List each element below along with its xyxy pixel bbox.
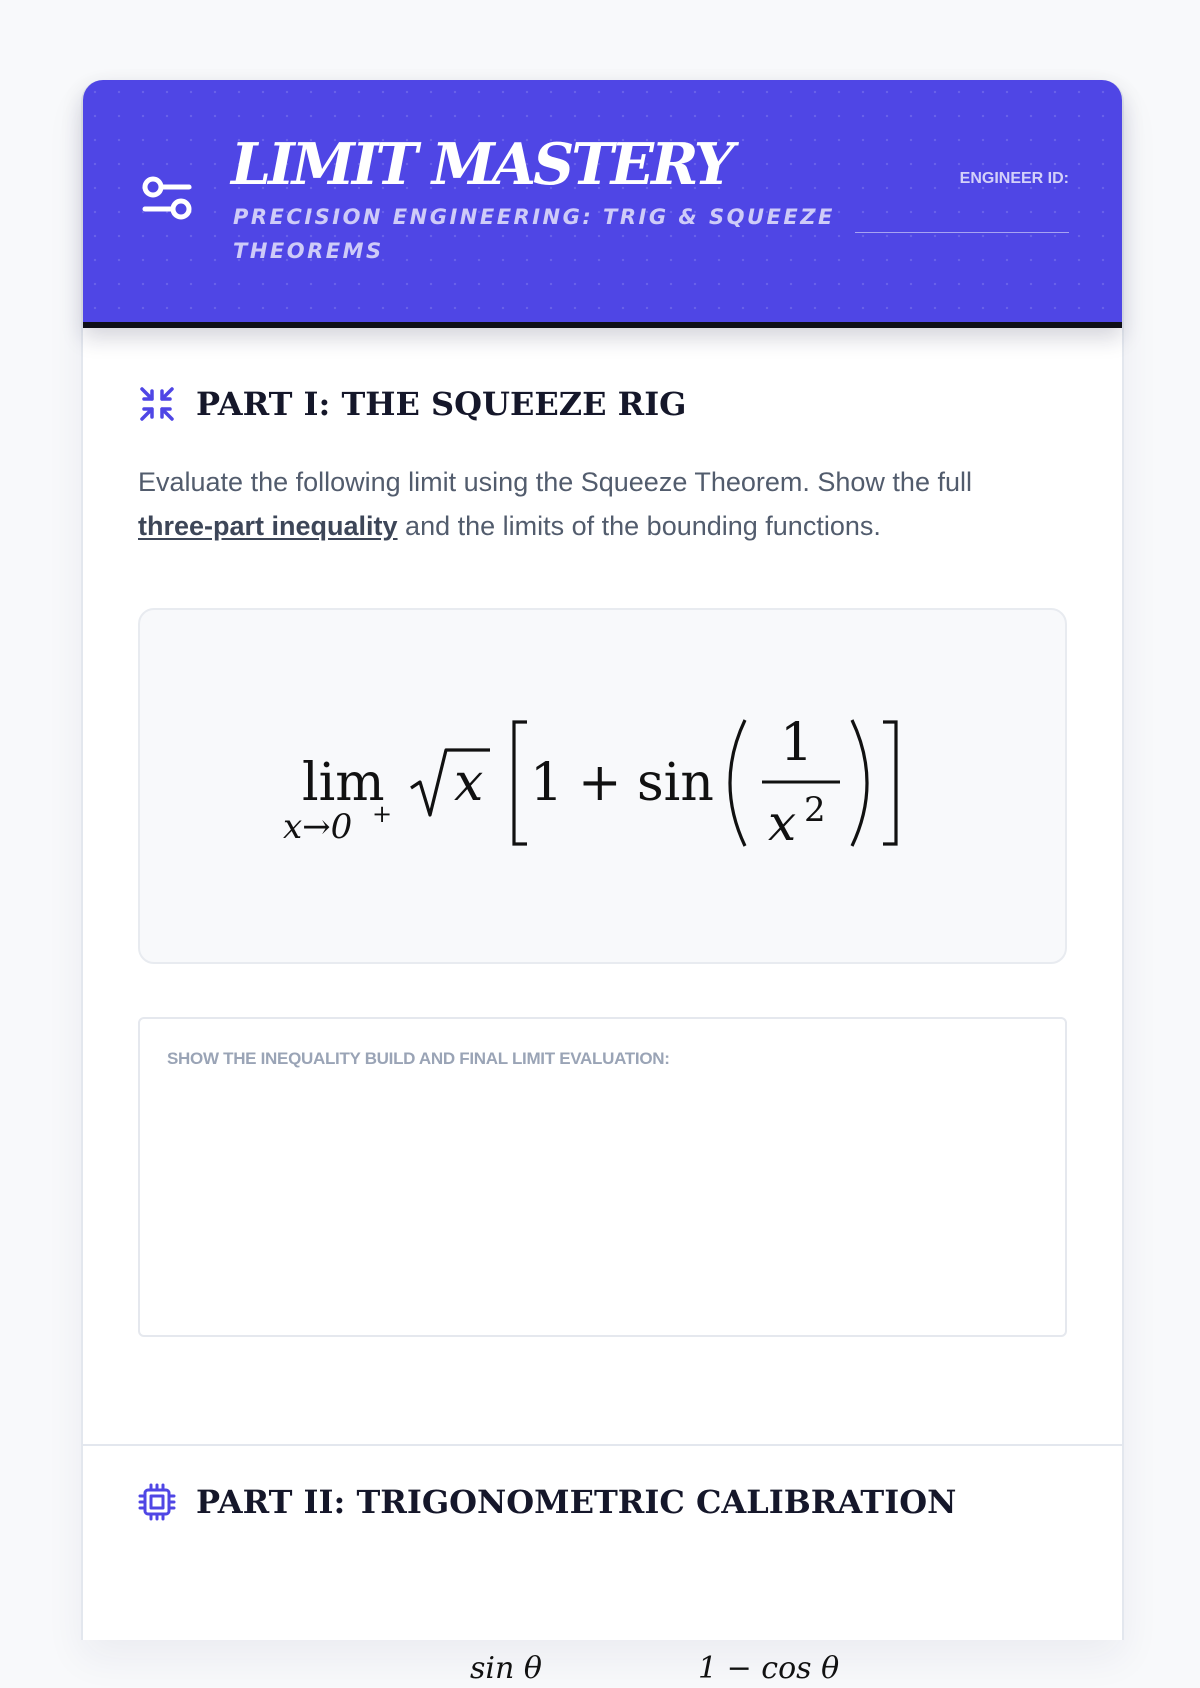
instruction-text: Evaluate the following limit using the Squeeze Theorem. Show the full — [138, 467, 972, 497]
limit-formula-box — [138, 608, 1067, 964]
left-paren — [730, 720, 745, 846]
answer-label: SHOW THE INEQUALITY BUILD AND FINAL LIMIT EVALUATION: — [167, 1049, 670, 1068]
one-text: 1 — [530, 753, 564, 813]
denominator-exponent: 2 — [804, 790, 826, 830]
part1-instructions — [138, 460, 1038, 548]
part2-title: PART II: TRIGONOMETRIC CALIBRATION — [196, 1483, 957, 1521]
lim-subscript-sup: + — [372, 800, 393, 828]
answer-area[interactable] — [138, 1017, 1067, 1337]
left-bracket — [514, 722, 527, 844]
section-divider — [83, 1444, 1122, 1446]
instruction-emphasis: three-part inequality — [138, 511, 398, 541]
sliders-icon — [141, 170, 193, 226]
part1-title: PART I: THE SQUEEZE RIG — [196, 385, 687, 423]
part2-heading — [138, 1483, 956, 1521]
header-banner — [83, 80, 1122, 328]
fraction-numerator: 1 — [780, 713, 814, 773]
page-subtitle: PRECISION ENGINEERING: TRIG & SQUEEZE THEOREMS — [233, 205, 835, 263]
right-bracket — [883, 722, 896, 844]
instruction-text-end: and the limits of the bounding functions. — [397, 511, 881, 541]
page-title: LIMIT MASTERY — [231, 131, 732, 198]
engineer-id-input[interactable] — [855, 208, 1069, 233]
fraction-denominator: x — [768, 794, 797, 852]
engineer-id-label: ENGINEER ID: — [959, 170, 1069, 187]
plus-text: + — [578, 753, 622, 813]
sin-text: sin — [637, 753, 714, 813]
radicand-text: x — [454, 753, 484, 813]
worksheet-card — [81, 80, 1124, 1686]
part2-formula — [83, 1648, 1122, 1688]
lim-text: lim — [302, 753, 385, 813]
part2-left-numerator: sin θ — [470, 1651, 542, 1686]
part1-heading — [138, 385, 687, 423]
limit-formula — [140, 610, 1065, 962]
lim-subscript: x→0 — [283, 807, 353, 847]
chip-icon — [138, 1483, 176, 1521]
compress-arrows-icon — [138, 385, 176, 423]
part2-right-numerator: 1 − cos θ — [698, 1651, 840, 1686]
right-paren — [852, 720, 867, 846]
